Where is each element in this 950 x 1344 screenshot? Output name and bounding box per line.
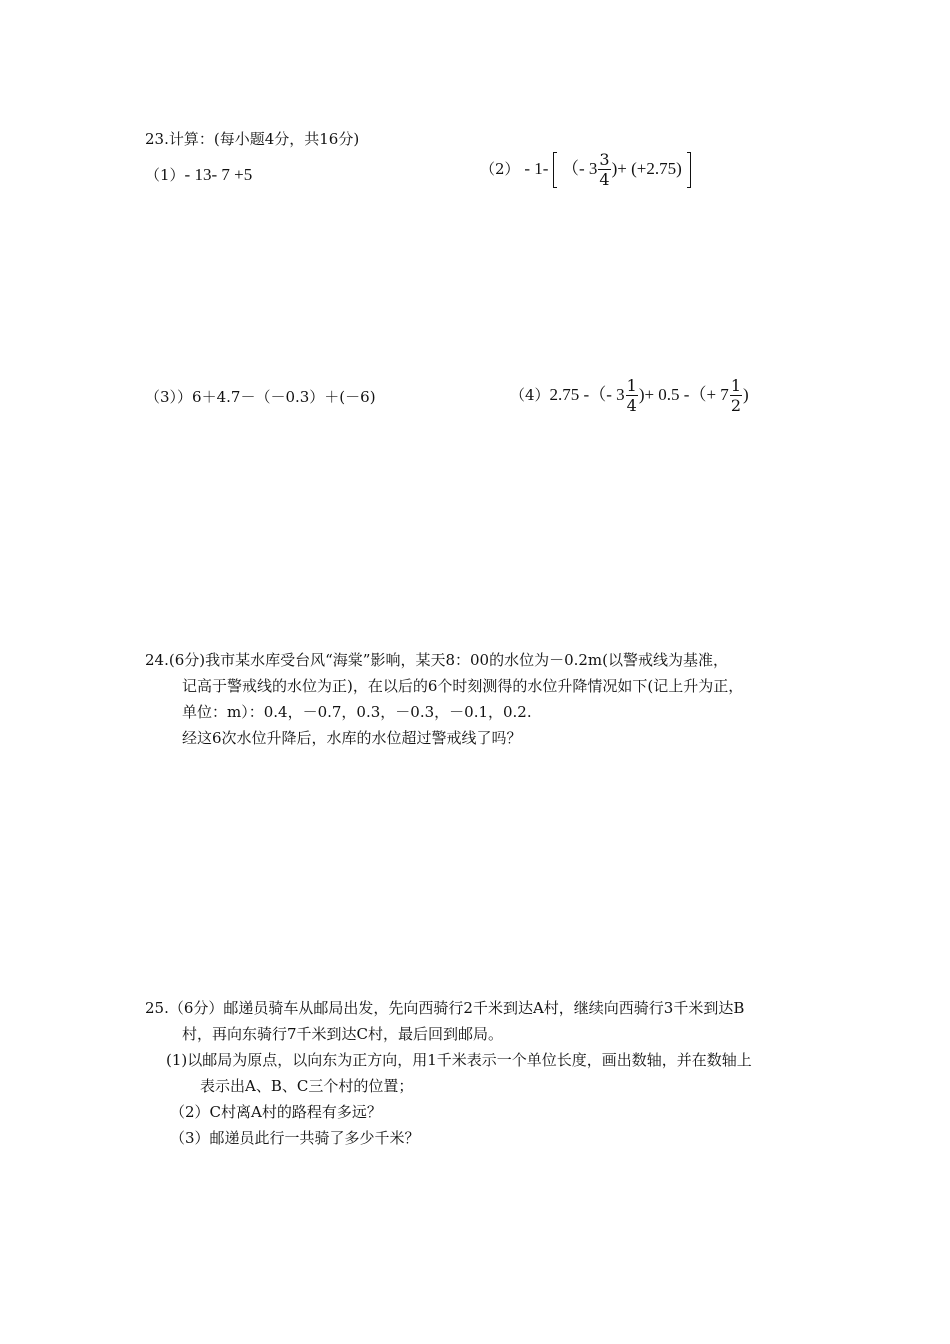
q23-part4-fraction-1 (626, 378, 638, 414)
q23-part4 (510, 378, 749, 414)
q23-part4-pre: 2.75 -（- 3 (549, 385, 625, 404)
q25-line-1: 25.（6分）邮递员骑车从邮局出发，先向西骑行2千米到达A村，继续向西骑行3千米到达B (145, 999, 745, 1017)
q25-line-3: (1)以邮局为原点，以向东为正方向，用1千米表示一个单位长度，画出数轴，并在数轴上 (166, 1051, 752, 1069)
q23-part3-label: （3）） (145, 388, 193, 406)
q25-line-6: （3）邮递员此行一共骑了多少千米？ (170, 1129, 420, 1147)
q24-line-2: 记高于警戒线的水位为正)，在以后的6个时刻测得的水位升降情况如下(记上升为正， (182, 677, 744, 695)
fraction-numerator: 3 (599, 150, 610, 169)
q23-part2-fraction (598, 152, 610, 188)
q23-part1 (145, 164, 252, 185)
q23-part2 (480, 152, 691, 188)
q23-part4-fraction-2 (730, 378, 742, 414)
q23-part2-open: （- 3 (561, 159, 598, 178)
fraction-denominator: 2 (730, 396, 741, 415)
q23-part3 (145, 386, 376, 407)
fraction-denominator: 4 (599, 170, 610, 189)
q23-part4-mid: )+ 0.5 -（+ 7 (638, 385, 729, 404)
fraction-numerator: 1 (730, 376, 741, 395)
q25-line-2: 村，再向东骑行7千米到达C村，最后回到邮局。 (182, 1025, 504, 1043)
fraction-denominator: 4 (626, 396, 637, 415)
fraction-numerator: 1 (626, 376, 637, 395)
q23-part3-expr: 6＋4.7－（－0.3）＋(－6) (192, 388, 376, 406)
q24-line-1: 24.(6分)我市某水库受台风“海棠”影响，某天8：00的水位为－0.2m(以警戒线为基准， (145, 651, 729, 669)
q24-line-4: 经这6次水位升降后，水库的水位超过警戒线了吗？ (182, 729, 522, 747)
q23-title: 23.计算：(每小题4分，共16分) (145, 130, 360, 148)
q23-part2-left-bracket (553, 152, 557, 188)
q23-part2-right-bracket (687, 152, 691, 188)
q23-part1-expr: - 13- 7 +5 (184, 165, 253, 184)
q23-part4-post: ) (743, 385, 749, 404)
q24-line-3: 单位：m）：0.4，－0.7，0.3，－0.3，－0.1，0.2. (182, 703, 532, 721)
q23-part4-label: （4） (510, 386, 550, 404)
q23-part2-post: )+ (+2.75) (611, 159, 682, 178)
q25-line-4: 表示出A、B、C三个村的位置； (200, 1077, 414, 1095)
q23-part1-label: （1） (145, 166, 185, 184)
q23-part2-pre: - 1- (524, 159, 549, 178)
q23-part2-label: （2） (480, 160, 520, 178)
q25-line-5: （2）C村离A村的路程有多远？ (170, 1103, 382, 1121)
